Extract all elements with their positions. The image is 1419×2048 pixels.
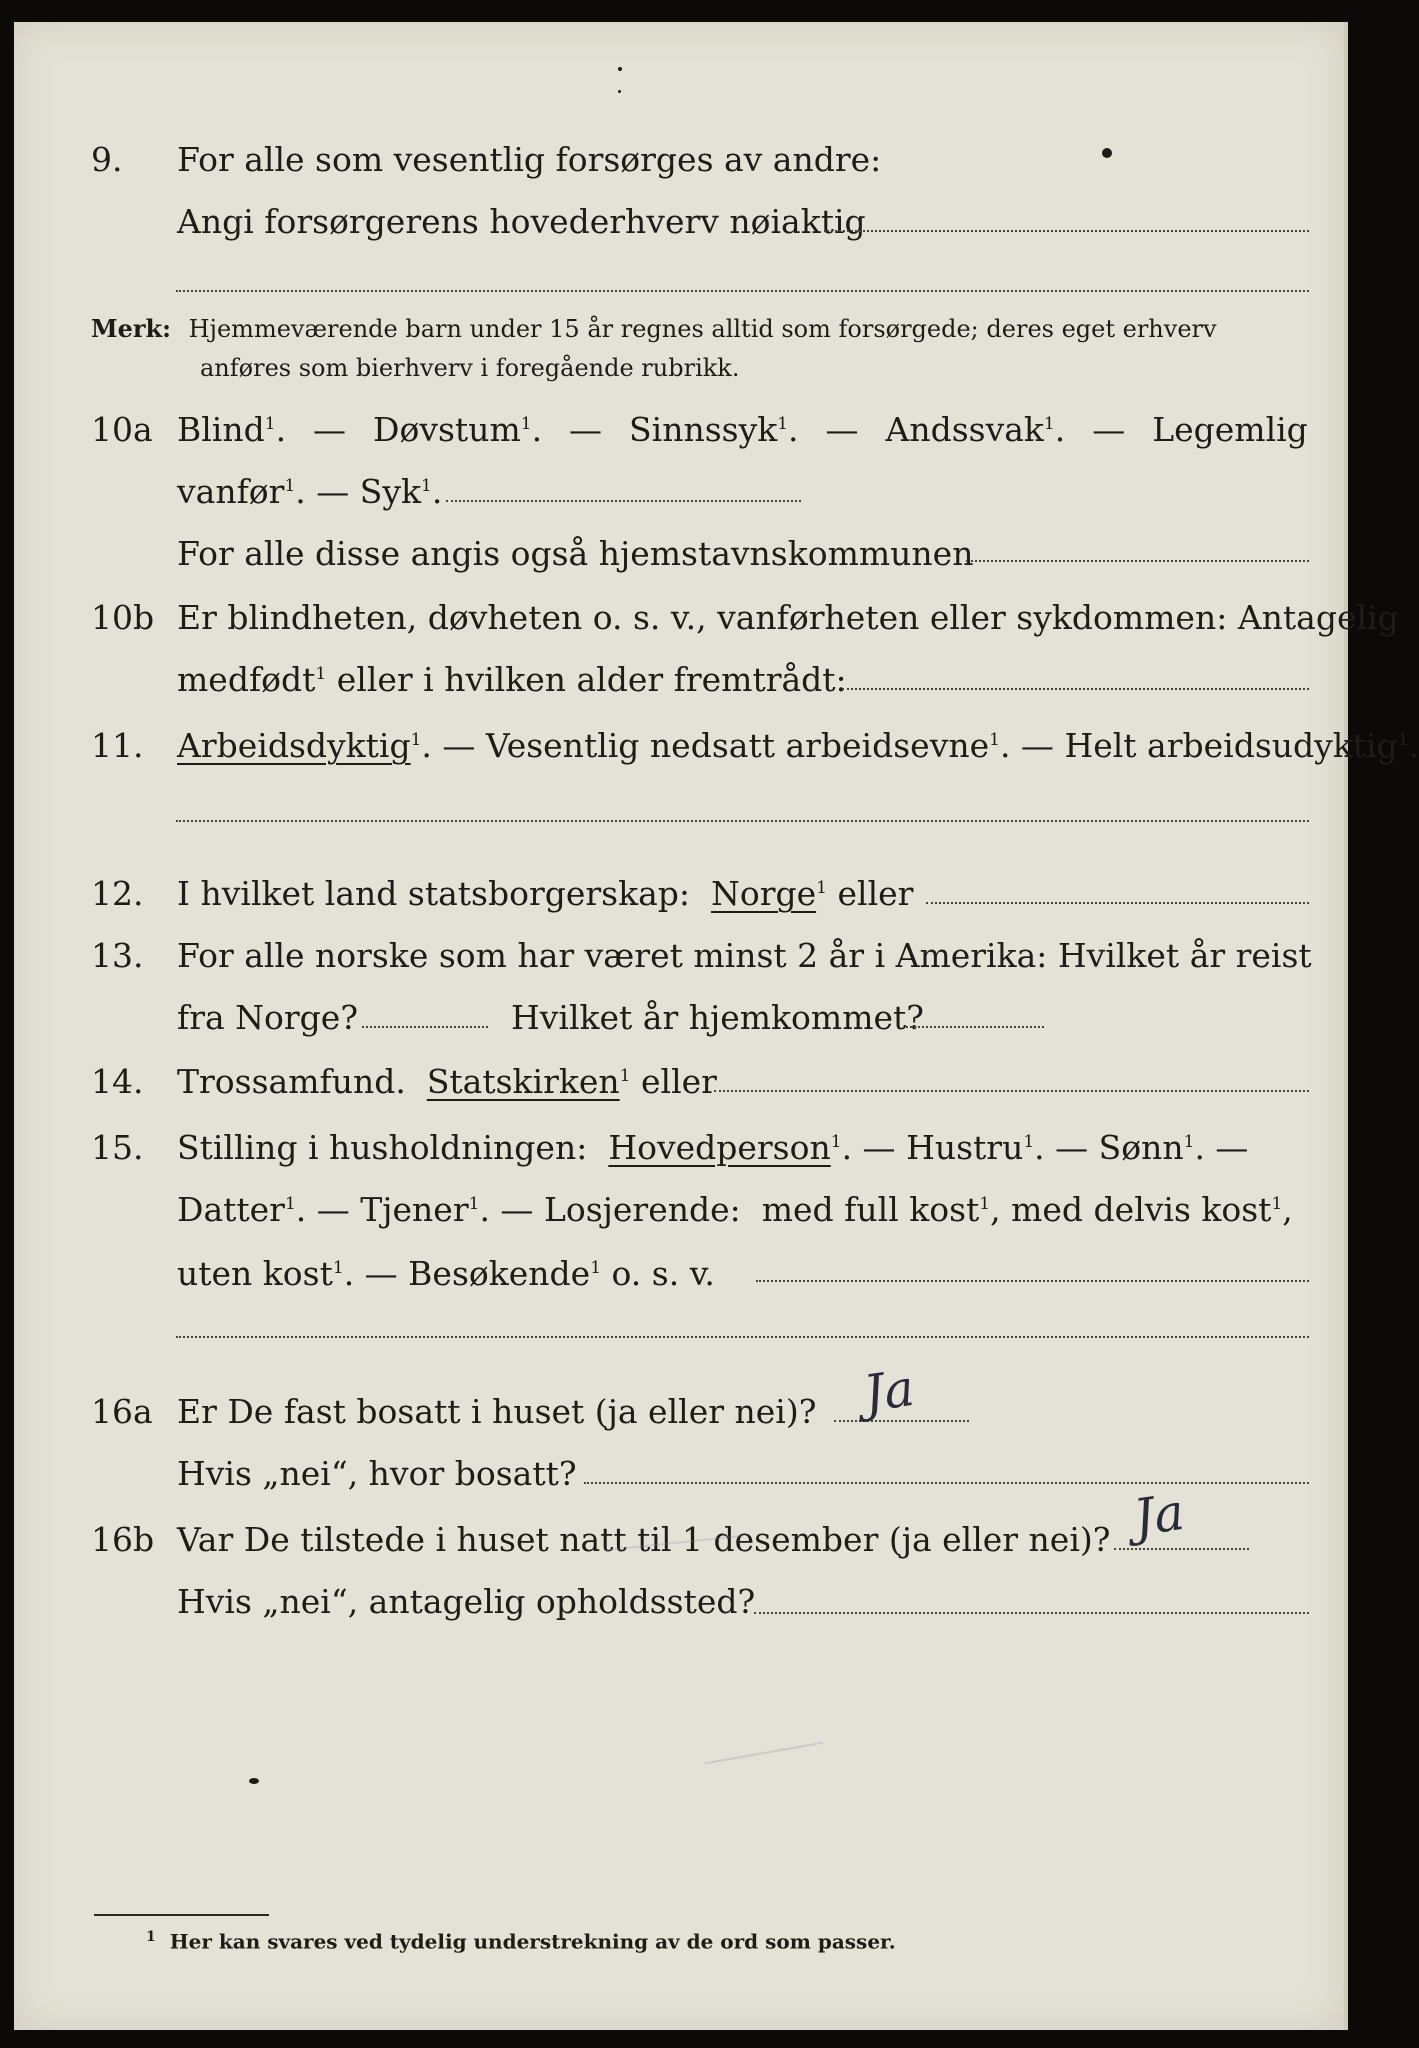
q12-number: 12. [91, 874, 144, 913]
census-form-page [14, 22, 1419, 2030]
q16b-handwritten-answer: Ja [1130, 1482, 1188, 1548]
q10b-line1 [14, 598, 1399, 644]
q15-options1: Stilling i husholdningen: Hovedperson$^1$. — Hustru$^1$. — Sønn$^1$. — [177, 1128, 1249, 1167]
option-full-kost[interactable]: med full kost [761, 1190, 980, 1229]
merk-text2: anføres som bierhverv i foregående rubrikk. [200, 354, 740, 382]
q16b-number: 16b [91, 1520, 155, 1559]
q16b-opholdssted: Hvis „nei“, antagelig opholdssted? [177, 1582, 756, 1621]
q14-number: 14. [91, 1062, 144, 1101]
ink-spot [249, 1778, 259, 1784]
q15-answer-line[interactable] [176, 1336, 1309, 1338]
q11-options: Arbeidsdyktig$^1$. — Vesentlig nedsatt arbeidsevne$^1$. — Helt arbeidsudyktig$^1$. [177, 726, 1419, 765]
option-andssvak[interactable]: Andssvak [885, 410, 1044, 449]
option-sinnssyk[interactable]: Sinnssyk [629, 410, 778, 449]
q10b-text2: medfødt$^1$ eller i hvilken alder fremtrådt: [177, 660, 847, 699]
option-vanfor[interactable]: vanfør [177, 472, 285, 511]
merk-line2 [200, 354, 739, 382]
q15-line1 [14, 1128, 1344, 1174]
q16b-answer-field[interactable] [1114, 1548, 1249, 1550]
q13-line1 [14, 936, 1344, 982]
q15-options3: uten kost$^1$. — Besøkende$^1$ o. s. v. [177, 1254, 715, 1293]
footnote [146, 1929, 896, 1954]
option-medfodt[interactable]: medfødt [177, 660, 316, 699]
q14-text: Trossamfund. Statskirken$^1$ eller [177, 1062, 717, 1101]
q16a-handwritten-answer: Ja [860, 1358, 918, 1424]
option-uten-kost[interactable]: uten kost [177, 1254, 333, 1293]
q15-line3 [14, 1254, 1344, 1300]
merk-label: Merk: [91, 314, 171, 343]
option-legemlig[interactable]: Legemlig [1152, 410, 1308, 449]
q12-country-field[interactable] [926, 902, 1309, 904]
ink-spot [618, 90, 621, 93]
q11-line [14, 726, 1419, 772]
option-hovedperson[interactable]: Hovedperson [608, 1128, 831, 1167]
footnote-text: Her kan svares ved tydelig understrekning av de ord som passer. [169, 1929, 896, 1954]
option-besokende[interactable]: Besøkende [408, 1254, 591, 1293]
q14-trossamfund-field[interactable] [714, 1090, 1309, 1092]
q10b-line2 [14, 660, 1344, 706]
option-dovstum[interactable]: Døvstum [373, 410, 521, 449]
option-delvis-kost[interactable]: med delvis kost [1011, 1190, 1272, 1229]
q9-number: 9. [91, 140, 123, 179]
option-udyktig[interactable]: Helt arbeidsudyktig [1064, 726, 1398, 765]
q10a-line2 [14, 472, 1344, 518]
q16a-bosatt: Hvis „nei“, hvor bosatt? [177, 1454, 577, 1493]
q10a-line1 [14, 410, 1344, 456]
q16b-opholdssted-field[interactable] [754, 1612, 1309, 1614]
option-tjener[interactable]: Tjener [360, 1190, 469, 1229]
q13-hjemkommet: Hvilket år hjemkommet? [511, 998, 924, 1037]
option-sonn[interactable]: Sønn [1098, 1128, 1184, 1167]
q9-answer-line[interactable] [176, 290, 1309, 292]
q16a-number: 16a [91, 1392, 153, 1431]
q15-stilling-field[interactable] [756, 1280, 1309, 1282]
q10a-hjemstavn-field[interactable] [966, 560, 1309, 562]
q12-line [14, 874, 1344, 920]
q9-line2 [14, 202, 1344, 248]
q13-hjemkommet-field[interactable] [906, 1026, 1044, 1028]
q10b-rest: eller i hvilken alder fremtrådt: [336, 660, 847, 699]
q9-answer-field[interactable] [824, 230, 1309, 232]
option-datter[interactable]: Datter [177, 1190, 285, 1229]
q13-line2 [14, 998, 1344, 1044]
q9-line1 [14, 140, 1344, 186]
option-arbeidsdyktig[interactable]: Arbeidsdyktig [177, 726, 411, 765]
option-blind[interactable]: Blind [177, 410, 265, 449]
merk-text1: Hjemmeværende barn under 15 år regnes alltid som forsørgede; deres eget erhverv [188, 315, 1217, 343]
footnote-mark: 1 [146, 1929, 156, 1945]
q13-text1: For alle norske som har været minst 2 år i Amerika: Hvilket år reist [177, 936, 1312, 975]
option-nedsatt[interactable]: Vesentlig nedsatt arbeidsevne [485, 726, 990, 765]
q11-answer-line[interactable] [176, 820, 1309, 822]
q10a-number: 10a [91, 410, 153, 449]
q15-line2 [14, 1190, 1344, 1236]
q10a-options: Blind$^1$. — Døvstum$^1$. — Sinnssyk$^1$. — Andssvak$^1$. — Legemlig [177, 410, 1308, 449]
merk-line1 [91, 314, 1217, 343]
footnote-rule [94, 1914, 269, 1916]
q10b-alder-field[interactable] [842, 688, 1309, 690]
q10a-syk-field[interactable] [446, 500, 801, 502]
ink-spot [618, 67, 622, 71]
q10a-options2: vanfør$^1$. — Syk$^1$. [177, 472, 443, 511]
q10b-text1: Er blindheten, døvheten o. s. v., vanførheten eller sykdommen: Antagelig [177, 598, 1399, 637]
bleed-through-mark [705, 1742, 824, 1765]
q16b-text: Var De tilstede i huset natt til 1 desember (ja eller nei)? [177, 1520, 1111, 1559]
option-syk[interactable]: Syk [359, 472, 421, 511]
q10b-number: 10b [91, 598, 155, 637]
q15-options2: Datter$^1$. — Tjener$^1$. — Losjerende: med full kost$^1$, med delvis kost$^1$, [177, 1190, 1293, 1229]
q9-text: For alle som vesentlig forsørges av andre: [177, 140, 882, 179]
q16a-bosatt-field[interactable] [584, 1482, 1309, 1484]
q10a-line3 [14, 534, 1344, 580]
q15-number: 15. [91, 1128, 144, 1167]
q14-line [14, 1062, 1344, 1108]
option-hustru[interactable]: Hustru [906, 1128, 1024, 1167]
q16a-line1 [14, 1392, 1344, 1438]
q13-reist: fra Norge? [177, 998, 359, 1037]
option-statskirken[interactable]: Statskirken [426, 1062, 620, 1101]
q10a-hjemstavn: For alle disse angis også hjemstavnskommunen [177, 534, 974, 573]
q16a-answer-field[interactable] [834, 1420, 969, 1422]
q12-text: I hvilket land statsborgerskap: Norge$^1$ eller [177, 874, 914, 913]
option-norge[interactable]: Norge [711, 874, 817, 913]
q16a-text: Er De fast bosatt i huset (ja eller nei)? [177, 1392, 817, 1431]
q9-instruction: Angi forsørgerens hovederhverv nøiaktig [177, 202, 866, 241]
q16b-line2 [14, 1582, 1344, 1628]
q13-number: 13. [91, 936, 144, 975]
q13-reist-field[interactable] [362, 1026, 488, 1028]
q11-number: 11. [91, 726, 144, 765]
